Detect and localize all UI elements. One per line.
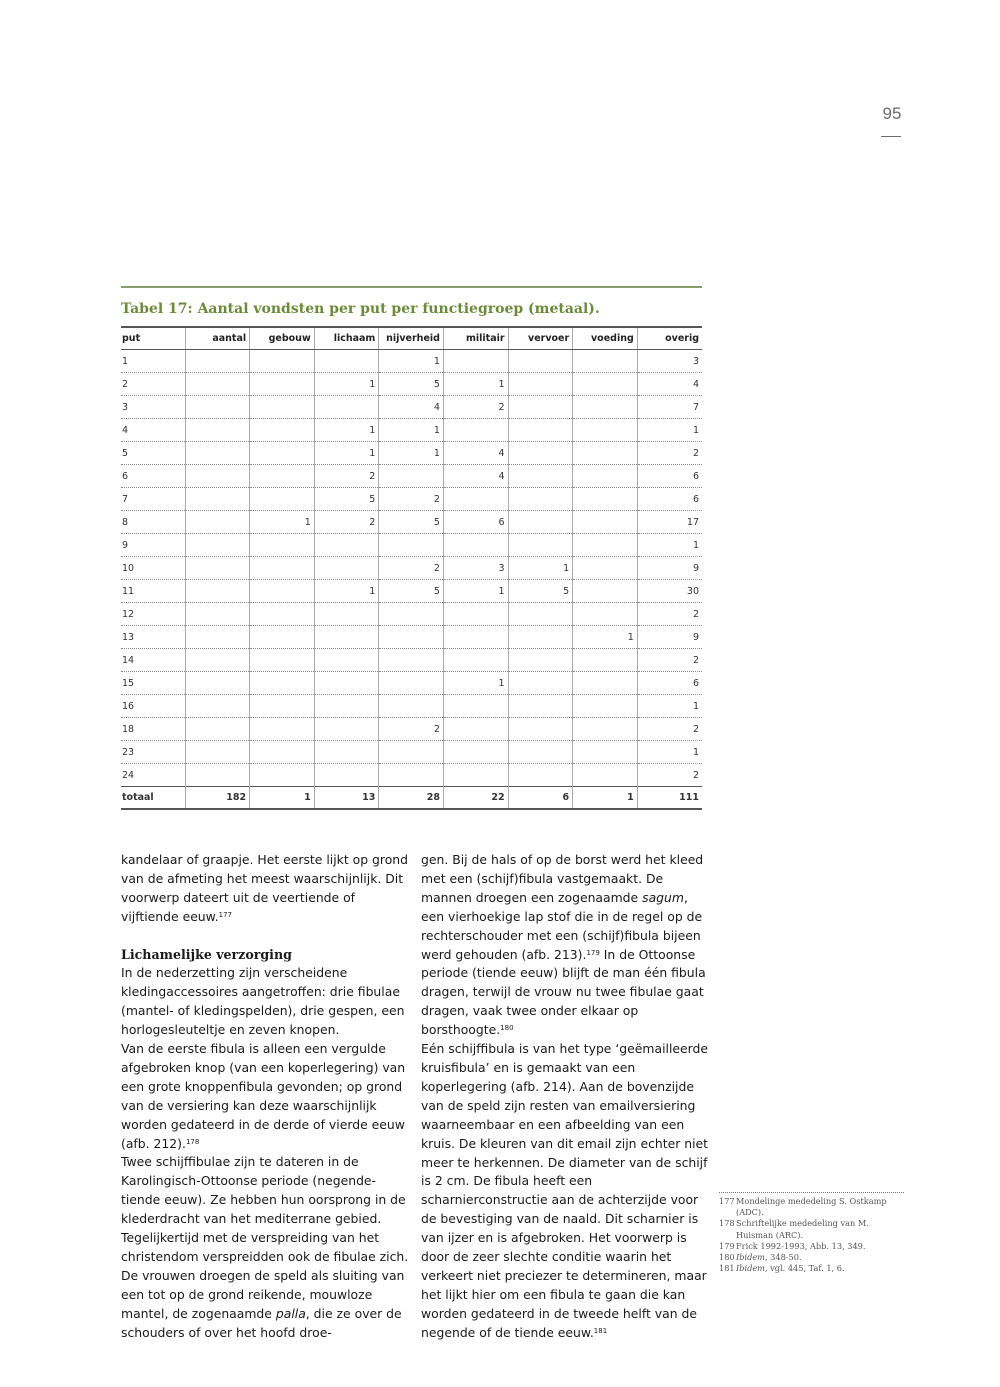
table-cell bbox=[573, 649, 638, 672]
table-cell bbox=[314, 718, 379, 741]
table-row bbox=[121, 557, 702, 580]
table-cell: 1 bbox=[314, 419, 379, 442]
table-row bbox=[121, 580, 702, 603]
table-cell bbox=[250, 557, 315, 580]
table-cell: 2 bbox=[314, 511, 379, 534]
table-cell: 3 bbox=[443, 557, 508, 580]
table-cell: 9 bbox=[637, 557, 702, 580]
paragraph: Twee schijffibulae zijn te dateren in de Karolingisch-Ottoonse periode (negende-tiende eeuw). Ze hebben hun oorsprong in de klederdracht van het mediterrane gebied. Tegelijkertijd met de verspreiding van het christendom verspreidden ook de fibulae zich. De vrouwen droegen de speld als sluiting van een tot op de grond reikende, mouwloze mantel, de zogenaamde palla, die ze over de schouders of over het hoofd droe- bbox=[121, 1154, 409, 1340]
column-header-militair: militair bbox=[443, 327, 508, 350]
table-cell: 1 bbox=[379, 442, 444, 465]
table-cell bbox=[250, 649, 315, 672]
table-cell bbox=[250, 419, 315, 442]
table-cell bbox=[443, 695, 508, 718]
table-row bbox=[121, 511, 702, 534]
table-cell bbox=[573, 718, 638, 741]
footnote-ref: 180 bbox=[500, 1024, 514, 1033]
table-cell: 2 bbox=[637, 442, 702, 465]
column-header-nijverheid: nijverheid bbox=[379, 327, 444, 350]
table-cell bbox=[573, 672, 638, 695]
table-cell bbox=[379, 603, 444, 626]
table-row bbox=[121, 534, 702, 557]
table-cell bbox=[185, 488, 250, 511]
table-total-cell: 13 bbox=[314, 787, 379, 810]
table-cell bbox=[314, 534, 379, 557]
table-total-cell: 1 bbox=[573, 787, 638, 810]
table-cell bbox=[443, 534, 508, 557]
table-cell: 1 bbox=[573, 626, 638, 649]
table-cell bbox=[314, 741, 379, 764]
table-cell bbox=[508, 695, 573, 718]
table-cell: 30 bbox=[637, 580, 702, 603]
table-cell bbox=[508, 373, 573, 396]
table-row bbox=[121, 396, 702, 419]
table-row bbox=[121, 718, 702, 741]
table-cell bbox=[573, 580, 638, 603]
footnote: 177 Mondelinge mededeling S. Ostkamp (ADC). bbox=[719, 1196, 887, 1218]
table-total-cell: 22 bbox=[443, 787, 508, 810]
table-cell bbox=[250, 695, 315, 718]
table-cell bbox=[185, 511, 250, 534]
page-number-rule bbox=[881, 136, 901, 137]
table-cell bbox=[508, 511, 573, 534]
table-cell: 6 bbox=[637, 465, 702, 488]
table-cell: 1 bbox=[637, 419, 702, 442]
table-cell bbox=[573, 741, 638, 764]
table-cell bbox=[508, 718, 573, 741]
table-cell bbox=[443, 764, 508, 787]
table-cell bbox=[379, 672, 444, 695]
table-cell: 6 bbox=[443, 511, 508, 534]
table-cell bbox=[508, 534, 573, 557]
table-cell bbox=[185, 741, 250, 764]
table-cell bbox=[185, 350, 250, 373]
table-cell: 1 bbox=[314, 442, 379, 465]
table-cell: 2 bbox=[379, 718, 444, 741]
footnote: 181 Ibidem, vgl. 445, Taf. 1, 6. bbox=[719, 1263, 845, 1274]
table-total-row bbox=[121, 787, 702, 810]
table-cell bbox=[185, 580, 250, 603]
table-cell: 13 bbox=[121, 626, 185, 649]
text-column-left bbox=[121, 851, 411, 1343]
table-cell bbox=[250, 465, 315, 488]
table-cell: 5 bbox=[379, 580, 444, 603]
table-cell bbox=[314, 396, 379, 419]
table-cell bbox=[185, 534, 250, 557]
table-cell bbox=[250, 603, 315, 626]
table-cell bbox=[573, 396, 638, 419]
table-row bbox=[121, 350, 702, 373]
table-total-cell: 6 bbox=[508, 787, 573, 810]
table-cell: 1 bbox=[314, 580, 379, 603]
table-cell bbox=[573, 465, 638, 488]
table-cell bbox=[443, 718, 508, 741]
table-cell: 18 bbox=[121, 718, 185, 741]
table-total-cell: 1 bbox=[250, 787, 315, 810]
table-cell: 1 bbox=[443, 672, 508, 695]
table-cell bbox=[250, 373, 315, 396]
table-cell: 16 bbox=[121, 695, 185, 718]
table-cell: 1 bbox=[379, 350, 444, 373]
footnote-ref: 179 bbox=[586, 948, 600, 957]
table-row bbox=[121, 465, 702, 488]
table-cell bbox=[185, 718, 250, 741]
table-cell: 14 bbox=[121, 649, 185, 672]
table-cell bbox=[573, 603, 638, 626]
table-row bbox=[121, 442, 702, 465]
table-cell: 1 bbox=[443, 580, 508, 603]
table-cell bbox=[250, 626, 315, 649]
table-cell bbox=[250, 580, 315, 603]
table-cell bbox=[250, 741, 315, 764]
table-cell bbox=[573, 557, 638, 580]
table-cell bbox=[443, 488, 508, 511]
table-cell: 8 bbox=[121, 511, 185, 534]
table-total-cell: 111 bbox=[637, 787, 702, 810]
table-cell: 7 bbox=[637, 396, 702, 419]
table-cell bbox=[508, 649, 573, 672]
table-cell: 2 bbox=[637, 718, 702, 741]
footnote: 180 Ibidem, 348-50. bbox=[719, 1252, 802, 1263]
footnote: 179 Frick 1992-1993, Abb. 13, 349. bbox=[719, 1240, 866, 1251]
paragraph: gen. Bij de hals of op de borst werd het kleed met een (schijf)fibula vastgemaakt. De mannen droegen een zogenaamde sagum, een vierhoekige lap stof die in de regel op de rechterschouder met een (schijf)fibula bijeen werd gehouden (afb. 213).$^{179}$ In de Ottoonse periode (tiende eeuw) blijft de man één fibula dragen, terwijl de vrouw nu twee fibulae gaat dragen, vaak twee onder elkaar op borsthoogte.$^{180}$ bbox=[421, 852, 706, 1038]
table-row bbox=[121, 373, 702, 396]
table-cell bbox=[185, 626, 250, 649]
table-cell: 3 bbox=[637, 350, 702, 373]
table-cell: 2 bbox=[314, 465, 379, 488]
text-column-right bbox=[421, 851, 711, 1343]
table-cell bbox=[314, 695, 379, 718]
footnote-ref: 178 bbox=[185, 1137, 200, 1146]
table-cell bbox=[573, 764, 638, 787]
column-header-lichaam: lichaam bbox=[314, 327, 379, 350]
table-cell bbox=[573, 511, 638, 534]
table-cell bbox=[573, 419, 638, 442]
column-header-aantal: aantal bbox=[185, 327, 250, 350]
table-cell bbox=[443, 741, 508, 764]
table-row bbox=[121, 603, 702, 626]
table-cell: 4 bbox=[121, 419, 185, 442]
table-cell bbox=[573, 488, 638, 511]
table-cell bbox=[573, 695, 638, 718]
table-row bbox=[121, 764, 702, 787]
table-total-cell: 28 bbox=[379, 787, 444, 810]
italic-term: sagum bbox=[642, 889, 684, 905]
table-cell: 2 bbox=[443, 396, 508, 419]
table-cell bbox=[573, 350, 638, 373]
table-cell: 2 bbox=[637, 603, 702, 626]
table-cell: 23 bbox=[121, 741, 185, 764]
paragraph: Van de eerste fibula is alleen een vergulde afgebroken knop (van een koperlegering) van een grote knoppenfibula gevonden; op grond van de versiering kan deze waarschijnlijk worden gedateerd in de derde of vierde eeuw (afb. 212).$^{178}$ bbox=[121, 1041, 406, 1151]
table-cell bbox=[379, 534, 444, 557]
table-cell bbox=[250, 764, 315, 787]
table-cell bbox=[508, 396, 573, 419]
table-cell: 24 bbox=[121, 764, 185, 787]
table-cell: 5 bbox=[508, 580, 573, 603]
table-cell: 1 bbox=[637, 695, 702, 718]
table-cell: 15 bbox=[121, 672, 185, 695]
table-cell bbox=[185, 442, 250, 465]
table-cell bbox=[443, 603, 508, 626]
table-row bbox=[121, 649, 702, 672]
table-cell: 7 bbox=[121, 488, 185, 511]
table-cell bbox=[250, 672, 315, 695]
table-cell bbox=[379, 764, 444, 787]
table-cell: 6 bbox=[637, 672, 702, 695]
table-top-rule bbox=[121, 286, 702, 288]
table-cell: 4 bbox=[379, 396, 444, 419]
table-cell: 9 bbox=[637, 626, 702, 649]
table-cell: 1 bbox=[443, 373, 508, 396]
column-header-voeding: voeding bbox=[573, 327, 638, 350]
table-cell: 5 bbox=[379, 511, 444, 534]
table-cell bbox=[185, 396, 250, 419]
column-header-put: put bbox=[121, 327, 185, 350]
table-cell bbox=[185, 419, 250, 442]
table-cell bbox=[508, 465, 573, 488]
footnote: 178 Schriftelijke mededeling van M. Huisman (ARC). bbox=[719, 1218, 869, 1240]
table-cell: 17 bbox=[637, 511, 702, 534]
table-cell bbox=[508, 442, 573, 465]
table-cell bbox=[250, 396, 315, 419]
italic-term: palla bbox=[275, 1305, 306, 1321]
column-header-gebouw: gebouw bbox=[250, 327, 315, 350]
table-cell: 1 bbox=[508, 557, 573, 580]
table-cell: 1 bbox=[250, 511, 315, 534]
table-cell bbox=[508, 672, 573, 695]
table-cell bbox=[314, 557, 379, 580]
table-cell: 5 bbox=[314, 488, 379, 511]
table-row bbox=[121, 488, 702, 511]
table-cell bbox=[314, 649, 379, 672]
table-cell bbox=[508, 488, 573, 511]
table-row bbox=[121, 419, 702, 442]
table-cell: 2 bbox=[637, 764, 702, 787]
table-cell bbox=[508, 626, 573, 649]
table-cell bbox=[185, 672, 250, 695]
table-total-cell: totaal bbox=[121, 787, 185, 810]
table-cell bbox=[185, 465, 250, 488]
table-cell bbox=[250, 488, 315, 511]
table-cell bbox=[250, 718, 315, 741]
table-cell: 4 bbox=[637, 373, 702, 396]
page-number: 95 bbox=[882, 104, 902, 123]
table-cell bbox=[379, 465, 444, 488]
table-cell: 12 bbox=[121, 603, 185, 626]
table-cell: 4 bbox=[443, 465, 508, 488]
column-header-vervoer: vervoer bbox=[508, 327, 573, 350]
table-cell bbox=[508, 764, 573, 787]
table-body bbox=[121, 350, 702, 810]
table-row bbox=[121, 626, 702, 649]
table-cell bbox=[508, 603, 573, 626]
table-row bbox=[121, 672, 702, 695]
table-cell bbox=[379, 649, 444, 672]
paragraph: Eén schijffibula is van het type ‘geëmailleerde kruisfibula’ en is gemaakt van een koperlegering (afb. 214). Aan de bovenzijde van de speld zijn resten van emailversiering waarneembaar en een afbeelding van een kruis. De kleuren van dit email zijn echter niet meer te herkennen. De diameter van de schijf is 2 cm. De fibula heeft een scharnierconstructie aan de achterzijde voor de bevestiging van de naald. Dit scharnier is van ijzer en is afgebroken. Het voorwerp is door de zeer slechte conditie waarin het verkeert niet preciezer te determineren, maar het lijkt hier om een fibula te gaan die kan worden gedateerd in de tweede helft van de negende of de tiende eeuw.$^{181}$ bbox=[421, 1041, 709, 1340]
table-cell bbox=[250, 350, 315, 373]
table-cell: 1 bbox=[637, 741, 702, 764]
section-heading: Lichamelijke verzorging bbox=[121, 946, 292, 962]
table-cell bbox=[250, 534, 315, 557]
table-cell: 11 bbox=[121, 580, 185, 603]
column-header-overig: overig bbox=[637, 327, 702, 350]
table-cell bbox=[443, 626, 508, 649]
table-cell bbox=[443, 419, 508, 442]
table-cell bbox=[185, 557, 250, 580]
table-cell bbox=[314, 672, 379, 695]
table-cell: 5 bbox=[121, 442, 185, 465]
table-cell bbox=[250, 442, 315, 465]
table-cell: 2 bbox=[121, 373, 185, 396]
data-table bbox=[121, 326, 702, 810]
table-row bbox=[121, 695, 702, 718]
paragraph: kandelaar of graapje. Het eerste lijkt op grond van de afmeting het meest waarschijnlijk. Dit voorwerp dateert uit de veertiende of vijftiende eeuw.$^{177}$ bbox=[121, 852, 409, 924]
table-cell bbox=[379, 626, 444, 649]
table-cell: 6 bbox=[121, 465, 185, 488]
table-section bbox=[121, 286, 702, 810]
footnotes bbox=[719, 1192, 904, 1274]
table-cell bbox=[185, 649, 250, 672]
table-cell bbox=[508, 350, 573, 373]
table-cell: 2 bbox=[379, 557, 444, 580]
table-cell bbox=[508, 741, 573, 764]
table-cell bbox=[314, 764, 379, 787]
table-row bbox=[121, 741, 702, 764]
table-cell: 1 bbox=[121, 350, 185, 373]
table-cell: 5 bbox=[379, 373, 444, 396]
table-cell: 9 bbox=[121, 534, 185, 557]
paragraph: In de nederzetting zijn verscheidene kledingaccessoires aangetroffen: drie fibulae (mantel- of kledingspelden), drie gespen, een horlogesleuteltje en zeven knopen. bbox=[121, 965, 405, 1038]
table-cell: 3 bbox=[121, 396, 185, 419]
table-cell: 1 bbox=[637, 534, 702, 557]
table-cell bbox=[443, 649, 508, 672]
table-cell bbox=[185, 603, 250, 626]
table-cell: 6 bbox=[637, 488, 702, 511]
table-cell: 4 bbox=[443, 442, 508, 465]
table-cell bbox=[314, 603, 379, 626]
table-cell bbox=[314, 350, 379, 373]
table-cell: 2 bbox=[379, 488, 444, 511]
table-cell bbox=[314, 626, 379, 649]
table-cell: 1 bbox=[314, 373, 379, 396]
table-cell bbox=[573, 373, 638, 396]
table-cell bbox=[185, 373, 250, 396]
table-cell bbox=[573, 442, 638, 465]
footnote-ref: 181 bbox=[593, 1326, 608, 1335]
footnote-ref: 177 bbox=[218, 910, 232, 919]
table-cell bbox=[379, 741, 444, 764]
table-cell bbox=[185, 695, 250, 718]
table-cell bbox=[185, 764, 250, 787]
table-cell bbox=[443, 350, 508, 373]
table-cell bbox=[508, 419, 573, 442]
table-cell bbox=[573, 534, 638, 557]
table-total-cell: 182 bbox=[185, 787, 250, 810]
table-header-row bbox=[121, 327, 702, 350]
table-cell bbox=[379, 695, 444, 718]
table-cell: 10 bbox=[121, 557, 185, 580]
table-cell: 1 bbox=[379, 419, 444, 442]
footnotes-rule bbox=[719, 1192, 904, 1193]
table-title: Tabel 17: Aantal vondsten per put per functiegroep (metaal). bbox=[121, 301, 600, 317]
table-cell: 2 bbox=[637, 649, 702, 672]
